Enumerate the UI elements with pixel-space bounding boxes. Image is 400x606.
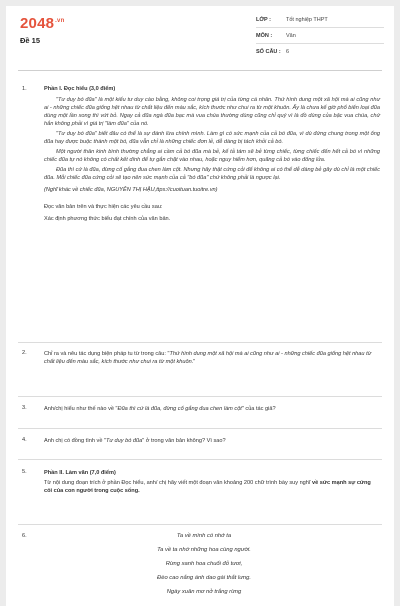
- question-body: [44, 405, 380, 413]
- question-text: " ở trong văn bản không? Vì sao?: [142, 438, 226, 444]
- passage-paragraph: "Tư duy bó đũa" biết đâu có thể là sự đánh lừa chính mình. Làm gì có sức mạnh của cả bó đũa, vì dù đứng chung trong một ống đũa hay được buộc thành một bó, đũa vẫn chỉ là những chiếc đơn lẻ, dễ dàng bị tách khỏi cả bó.: [44, 131, 380, 145]
- meta-lop-value: Tốt nghiệp THPT: [286, 17, 328, 23]
- quoted-text: Tư duy bó đũa: [106, 438, 143, 444]
- question-text: Từ nội dung đoạn trích ở phần Đọc hiểu, anh/ chị hãy viết một đoạn văn khoảng 200 chữ trình bày suy nghĩ: [44, 480, 313, 486]
- question-body: [44, 350, 380, 366]
- meta-divider: [256, 43, 384, 44]
- passage-paragraph: "Tư duy bó đũa" là một kiểu tư duy cào bằng, không coi trọng giá trị của từng cá nhân. Thứ hình dung một xã hội mà ai cũng như ai - những chiếc đũa giống hệt nhau từ chất liệu đến màu sắc, kích thước như chui ra từ một khuôn. Ấy là chưa kể giờ phổ biến loại đũa dùng một lần xong thì vứt bỏ. Ngay cả đũa ngà đũa bạc mà vua chúa thường dùng cũng chỉ quý vì là đồ dùng của bậc vua chúa, chứ hắn không phải vì giá trị "làm đũa" của nó.: [44, 97, 380, 127]
- meta-mon-label: MÔN :: [256, 33, 273, 39]
- question-body: [44, 86, 380, 223]
- passage-source: (Nghĩ khác về chiếc đũa, NGUYỄN THỊ HẬU,ttps://cuoituan.tuoitre.vn): [44, 186, 218, 193]
- question-text: " của tác giả?: [241, 406, 276, 412]
- header-divider: [18, 70, 382, 71]
- logo-domain: .vn: [55, 18, 65, 24]
- emphasized-text: về sức mạnh sự cứng cỏi của con người trong cuộc sống.: [44, 480, 371, 494]
- meta-socau-label: SỐ CÂU :: [256, 49, 281, 55]
- section-title: Phần I. Đọc hiểu (3,0 điểm): [44, 86, 116, 92]
- poem-line: Ta về ta nhớ những hoa cùng người.: [157, 547, 251, 553]
- passage-paragraph: Đũa thì cứ là đũa, đừng cố gắng đua chen làm cột. Nhưng hãy thật cứng cỏi để không ai có thể dễ dàng bẻ gãy dù chỉ là một chiếc đũa. Mỗi chiếc đũa cứng cỏi sẽ tạo nên sức mạnh của cả "bó đũa" chứ không phải là ngược lại.: [44, 167, 380, 182]
- question-divider: [18, 396, 382, 397]
- question-number: 5.: [22, 469, 27, 475]
- meta-mon: [256, 33, 296, 39]
- meta-lop: [256, 17, 328, 23]
- question-text: Anh chị có đồng tình về ": [44, 438, 107, 444]
- question-number: 4.: [22, 437, 27, 443]
- question-number: 2.: [22, 350, 27, 356]
- question-text: ": [193, 359, 196, 365]
- question-text-block: [44, 479, 380, 495]
- poem-line: Đèo cao nắng ánh dao gài thắt lưng.: [157, 575, 251, 581]
- question-text: Anh/chị hiểu như thế nào về ": [44, 406, 118, 412]
- poem-line: Rừng xanh hoa chuối đỏ tươi,: [165, 561, 243, 567]
- poem-line: Ta về mình có nhớ ta: [176, 533, 232, 539]
- question-divider: [18, 342, 382, 343]
- meta-mon-value: Văn: [286, 33, 296, 39]
- question-text: Chỉ ra và nêu tác dụng biện pháp tu từ trong câu: ": [44, 351, 170, 357]
- task-text: Xác định phương thức biểu đạt chính của văn bản.: [44, 215, 171, 222]
- passage-paragraph: Một người thân kinh bình thường chẳng ai cầm cả bó đũa mà bẻ, kể tả tám sẽ bẻ từng chiếc, từng chiếc đến hết cả bó vì những chiếc đũa tự nó không có chất kết dính để tự gắn chặt vào nhau, hoặc nguy hiểm hơn, quăng cả bó vào đống lửa.: [44, 149, 380, 164]
- meta-socau: [256, 49, 289, 55]
- question-number: 6.: [22, 533, 27, 539]
- meta-divider: [256, 27, 384, 28]
- document-page: [6, 6, 394, 606]
- instruction-text: Đọc văn bản trên và thực hiện các yêu cầu sau:: [44, 203, 163, 210]
- question-divider: [18, 524, 382, 525]
- poem-excerpt: [44, 529, 364, 599]
- question-divider: [18, 428, 382, 429]
- question-divider: [18, 459, 382, 460]
- site-logo[interactable]: [20, 15, 64, 32]
- quoted-text: Đũa thì cứ là đũa, đừng cố gắng đua chen làm cột: [117, 406, 242, 412]
- question-number: 1.: [22, 86, 27, 92]
- question-body: [44, 437, 380, 445]
- quoted-text: Thứ hình dung một xã hội mà ai cũng như ai - những chiếc đũa giống hệt nhau từ chất liệu đến màu sắc, kích thước như chui ra từ một khuôn.: [44, 351, 372, 365]
- section-title: Phần II. Làm văn (7,0 điểm): [44, 470, 116, 476]
- exam-title: Đề 15: [20, 36, 41, 45]
- question-number: 3.: [22, 405, 27, 411]
- meta-socau-value: 6: [286, 49, 290, 55]
- poem-line: Ngày xuân mơ nở trắng rừng: [166, 589, 242, 595]
- meta-lop-label: LỚP :: [256, 17, 271, 23]
- question-body: [44, 469, 380, 495]
- logo-text: 2048: [20, 15, 55, 32]
